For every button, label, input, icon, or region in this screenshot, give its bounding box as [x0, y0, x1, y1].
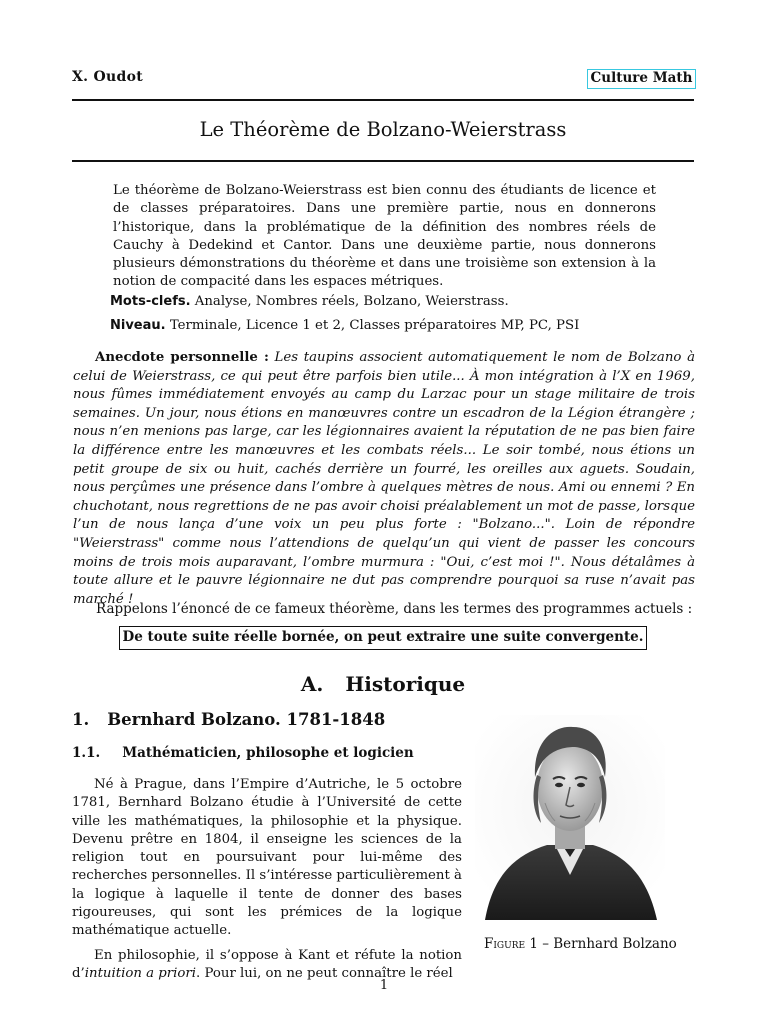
figure-caption [484, 936, 677, 952]
paragraph-2-start: En philosophie, il s’oppose à Kant et réfute la notion d’ [72, 947, 462, 981]
body-text [72, 776, 462, 989]
subsubsection-number: 1.1. [72, 745, 101, 761]
level-value: Terminale, Licence 1 et 2, Classes préparatoires MP, PC, PSI [169, 318, 580, 333]
culture-math-link[interactable]: Culture Math [587, 69, 696, 89]
keywords [110, 293, 670, 311]
paragraph-2-emphasis: intuition a priori [84, 965, 197, 981]
subsection-number: 1. [72, 710, 90, 729]
page-number: 1 [379, 978, 389, 993]
section-title: Historique [345, 672, 466, 696]
paragraph-2-end: . Pour lui, on ne peut connaître le réel [196, 965, 453, 981]
anecdote-text: Les taupins associent automatiquement le nom de Bolzano à celui de Weierstrass, ce qui peut être parfois bien utile... À mon intégration à l’X en 1969, nous fûmes immédiatement envoyés au camp du Larzac pour un stage militaire de trois semaines. Un jour, nous étions en manœuvres contre un escadron de la Légion étrangère ; nous n’en menions pas large, car les légionnaires avaient la réputation de ne pas bien faire la différence entre les manœuvres et les combats réels... Le soir tombé, nous étions un petit groupe de six ou huit, cachés derrière un fourré, les oreilles aux aguets. Soudain, nous perçûmes une présence dans l’ombre à quelques mètres de nous. Ami ou ennemi ? En chuchotant, nous regrettions de ne pas avoir choisi préalablement un mot de passe, lorsque l’un de nous lança d’une voix un peu plus forte : "Bolzano...". Loin de répondre "Weierstrass" comme nous l’attendions de quelqu’un qui vient de passer les concours moins de trois mois auparavant, l’ombre murmura : "Oui, c’est moi !". Nous détalâmes à toute allure et le pauvre légionnaire ne dut pas comprendre pourquoi sa ruse n’avait pas marché ! [73, 350, 695, 607]
paragraph-1: Né à Prague, dans l’Empire d’Autriche, le 5 octobre 1781, Bernhard Bolzano étudie à l’Université de cette ville les mathématiques, la philosophie et la physique. Devenu prêtre en 1804, il enseigne les sciences de la religion tout en poursuivant pour lui-même des recherches personnelles. Il s’intéresse particulièrement à la logique à laquelle il tente de donner des bases rigoureuses, qui sont les prémices de la logique mathématique actuelle. [72, 777, 462, 939]
abstract: Le théorème de Bolzano-Weierstrass est bien connu des étudiants de licence et de classes préparatoires. Dans une première partie, nous en donnerons l’historique, dans la problématique de la définition des nombres réels de Cauchy à Dedekind et Cantor. Dans une deuxième partie, nous donnerons plusieurs démonstrations du théorème et dans une troisième son extension à la notion de compacité dans les espaces métriques. [113, 183, 656, 290]
figure-caption-text: Bernhard Bolzano [553, 936, 677, 952]
level [110, 317, 670, 335]
paper-title: Le Théorème de Bolzano-Weierstrass [199, 118, 567, 141]
subsection-title: Bernhard Bolzano. 1781-1848 [107, 710, 386, 729]
section-number: A. [300, 672, 324, 696]
subsubsection-title: Mathématicien, philosophe et logicien [122, 745, 414, 761]
subsubsection-heading [72, 745, 414, 761]
subsection-heading [72, 710, 385, 729]
figure-label: Figure 1 – [484, 936, 549, 952]
title-rule [72, 160, 694, 162]
author-name: X. Oudot [72, 69, 143, 85]
bolzano-portrait [475, 715, 665, 920]
header-rule [72, 99, 694, 101]
keywords-label: Mots-clefs. [110, 294, 191, 309]
keywords-value: Analyse, Nombres réels, Bolzano, Weierstrass. [194, 294, 509, 309]
theorem-statement: De toute suite réelle bornée, on peut extraire une suite convergente. [119, 626, 647, 650]
anecdote [73, 349, 695, 609]
anecdote-label: Anecdote personnelle : [95, 350, 269, 365]
section-heading [72, 672, 694, 696]
level-label: Niveau. [110, 318, 166, 333]
recall-sentence: Rappelons l’énoncé de ce fameux théorème, dans les termes des programmes actuels : [96, 601, 693, 617]
